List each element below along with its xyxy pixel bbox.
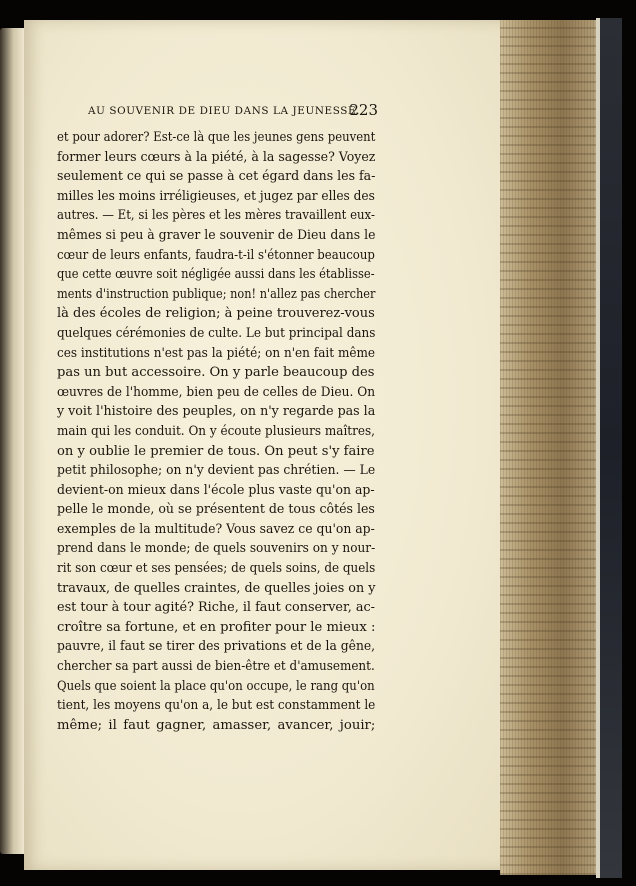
text-line: et pour adorer? Est-ce là que les jeunes gens peuvent: [57, 130, 376, 145]
text-line: même; il faut gagner, amasser, avancer, jouir;: [57, 717, 376, 733]
text-line: exemples de la multitude? Vous savez ce qu'on ap-: [57, 521, 375, 537]
text-line: ces institutions n'est pas la piété; on n'en fait même: [57, 345, 376, 361]
text-line: on y oublie le premier de tous. On peut s'y faire: [57, 443, 375, 459]
text-line: seulement ce qui se passe à cet égard dans les fa-: [57, 169, 376, 185]
book-cover: [600, 18, 622, 878]
text-line: là des écoles de religion; à peine trouverez-vous: [57, 306, 375, 322]
text-line: chercher sa part aussi de bien-être et d'amusement.: [57, 659, 375, 675]
text-line: œuvres de l'homme, bien peu de celles de Dieu. On: [57, 384, 376, 400]
text-line: former leurs cœurs à la piété, à la sagesse? Voyez: [57, 149, 376, 165]
page-number: 223: [349, 101, 378, 119]
text-line: travaux, de quelles craintes, de quelles joies on y: [57, 580, 376, 596]
text-line: main qui les conduit. On y écoute plusieurs maîtres,: [57, 423, 375, 439]
text-line: que cette œuvre soit négligée aussi dans les établisse-: [57, 267, 375, 283]
text-line: prend dans le monde; de quels souvenirs on y nour-: [57, 541, 376, 557]
text-line: pauvre, il faut se tirer des privations et de la gêne,: [57, 639, 376, 655]
text-line: croître sa fortune, et en profiter pour le mieux :: [57, 619, 376, 635]
text-line: devient-on mieux dans l'école plus vaste qu'on ap-: [57, 482, 375, 498]
text-line: Quels que soient la place qu'on occupe, le rang qu'on: [57, 678, 375, 694]
text-line: autres. — Et, si les pères et les mères travaillent eux-: [57, 208, 375, 224]
page-fore-edge: [500, 20, 604, 875]
text-line: rit son cœur et ses pensées; de quels soins, de quels: [57, 561, 376, 577]
text-line: mêmes si peu à graver le souvenir de Dieu dans le: [57, 227, 376, 243]
facing-page-edge: [0, 28, 24, 854]
text-line: cœur de leurs enfants, faudra-t-il s'étonner beaucoup: [57, 247, 375, 263]
text-line: tient, les moyens qu'on a, le but est constamment le: [57, 698, 376, 714]
text-line: petit philosophe; on n'y devient pas chrétien. — Le: [57, 463, 376, 479]
text-line: milles les moins irréligieuses, et jugez par elles des: [57, 188, 375, 204]
running-header: [88, 101, 378, 119]
text-line: ments d'instruction publique; non! n'allez pas chercher: [57, 286, 376, 302]
text-line: quelques cérémonies de culte. Le but principal dans: [57, 325, 376, 341]
body-text: [57, 128, 375, 735]
text-line: y voit l'histoire des peuples, on n'y regarde pas la: [57, 404, 376, 420]
text-line: pelle le monde, où se présentent de tous côtés les: [57, 502, 375, 518]
running-title: AU SOUVENIR DE DIEU DANS LA JEUNESSE.: [88, 105, 361, 117]
text-line: est tour à tour agité? Riche, il faut conserver, ac-: [57, 600, 375, 616]
text-line: pas un but accessoire. On y parle beaucoup des: [57, 365, 375, 381]
